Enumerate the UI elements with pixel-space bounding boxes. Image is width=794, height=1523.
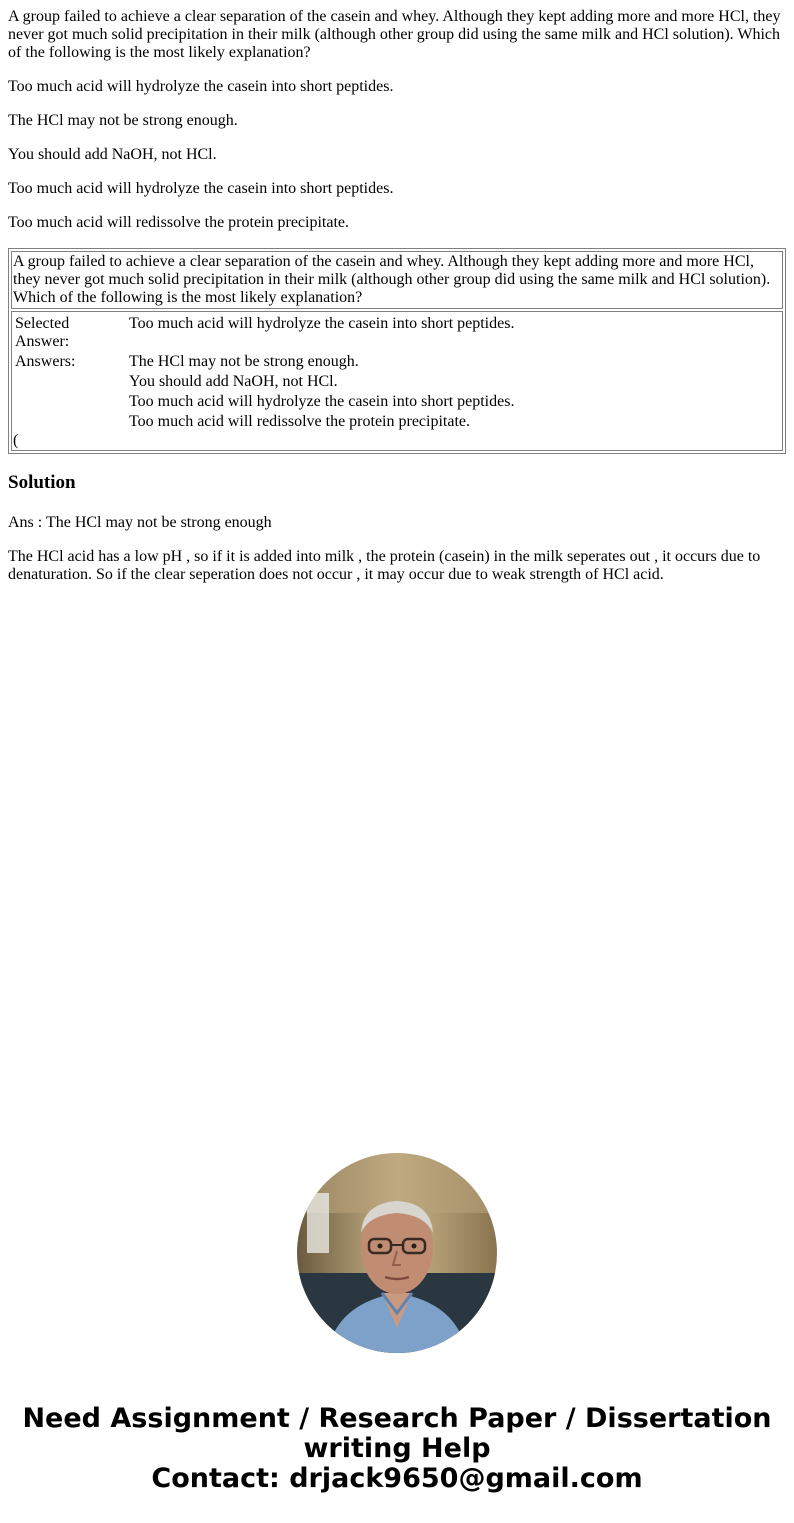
table-row (15, 413, 514, 431)
question-answer-table (8, 248, 786, 454)
table-row (15, 353, 514, 371)
answer-item-1: The HCl may not be strong enough. (129, 353, 359, 370)
solution-explanation: The HCl acid has a low pH , so if it is added into milk , the protein (casein) in the milk seperates out , it occurs due to denaturation. So if the clear seperation does not occur , it may occur due to weak strength of HCl acid. (8, 548, 761, 583)
table-row (15, 393, 514, 411)
promo-banner (0, 1404, 794, 1494)
answer-item-4: Too much acid will redissolve the protein precipitate. (129, 413, 470, 430)
selected-answer-value: Too much acid will hydrolyze the casein into short peptides. (129, 315, 515, 332)
document-body (0, 0, 794, 584)
solution-heading: Solution (8, 472, 76, 493)
table-question-cell: A group failed to achieve a clear separation of the casein and whey. Although they kept adding more and more HCl, they never got much solid precipitation in their milk (although other group did using the same milk and HCl solution). Which of the following is the most likely explanation? (11, 251, 783, 309)
solution-answer: Ans : The HCl may not be strong enough (8, 514, 272, 531)
table-row (15, 373, 514, 391)
answers-label: Answers: (15, 353, 76, 370)
table-answers-cell (11, 311, 783, 451)
option-5: Too much acid will redissolve the protein precipitate. (8, 214, 349, 231)
option-3: You should add NaOH, not HCl. (8, 146, 217, 163)
selected-answer-label: Selected Answer: (15, 315, 70, 350)
banner-line-2: writing Help (303, 1433, 491, 1464)
banner-contact: Contact: drjack9650@gmail.com (151, 1463, 643, 1494)
trailing-text: ( (13, 432, 19, 449)
banner-line-1: Need Assignment / Research Paper / Dissertation (22, 1403, 772, 1434)
author-photo (297, 1153, 497, 1353)
table-row (15, 315, 514, 351)
answer-item-2: You should add NaOH, not HCl. (129, 373, 338, 390)
option-4: Too much acid will hydrolyze the casein into short peptides. (8, 180, 394, 197)
answer-item-3: Too much acid will hydrolyze the casein into short peptides. (129, 393, 515, 410)
question-text: A group failed to achieve a clear separation of the casein and whey. Although they kept adding more and more HCl, they never got much solid precipitation in their milk (although other group did using the same milk and HCl solution). Which of the following is the most likely explanation? (8, 8, 781, 61)
option-1: Too much acid will hydrolyze the casein into short peptides. (8, 78, 394, 95)
answers-table (13, 313, 516, 433)
option-2: The HCl may not be strong enough. (8, 112, 238, 129)
